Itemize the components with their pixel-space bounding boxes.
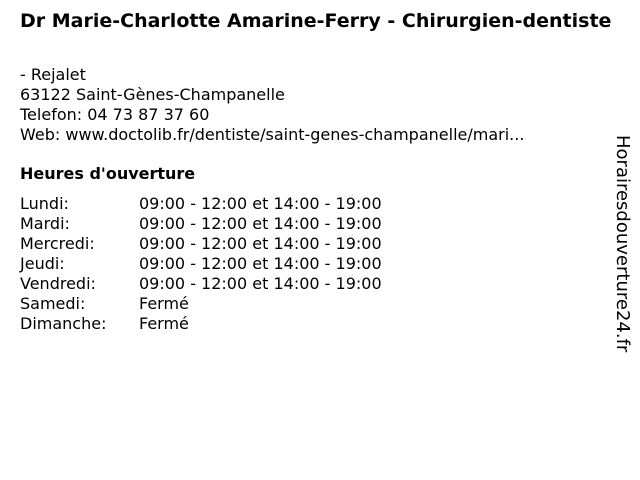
site-brand-vertical[interactable]: Horairesdouverture24.fr xyxy=(612,135,633,353)
day-label: Lundi: xyxy=(20,194,69,213)
phone-line[interactable]: Telefon: 04 73 87 37 60 xyxy=(20,105,210,124)
business-title: Dr Marie-Charlotte Amarine-Ferry - Chirurgien-dentiste xyxy=(20,10,612,32)
day-hours: Fermé xyxy=(139,294,189,313)
business-details xyxy=(20,65,600,145)
hours-row-jeudi xyxy=(20,254,382,274)
day-hours: Fermé xyxy=(139,314,189,333)
day-hours: 09:00 - 12:00 et 14:00 - 19:00 xyxy=(139,214,382,233)
day-hours: 09:00 - 12:00 et 14:00 - 19:00 xyxy=(139,254,382,273)
day-label: Mardi: xyxy=(20,214,70,233)
day-hours: 09:00 - 12:00 et 14:00 - 19:00 xyxy=(139,194,382,213)
hours-row-mardi xyxy=(20,214,382,234)
hours-row-lundi xyxy=(20,194,382,214)
hours-row-mercredi xyxy=(20,234,382,254)
city-line: 63122 Saint-Gènes-Champanelle xyxy=(20,85,285,104)
web-line[interactable]: Web: www.doctolib.fr/dentiste/saint-genes-champanelle/mari... xyxy=(20,125,525,144)
street-line: - Rejalet xyxy=(20,65,86,84)
hours-row-dimanche xyxy=(20,314,382,334)
day-label: Samedi: xyxy=(20,294,86,313)
day-label: Vendredi: xyxy=(20,274,96,293)
day-hours: 09:00 - 12:00 et 14:00 - 19:00 xyxy=(139,274,382,293)
hours-row-samedi xyxy=(20,294,382,314)
opening-hours-table xyxy=(20,194,382,334)
hours-heading: Heures d'ouverture xyxy=(20,164,196,183)
day-label: Mercredi: xyxy=(20,234,95,253)
day-hours: 09:00 - 12:00 et 14:00 - 19:00 xyxy=(139,234,382,253)
day-label: Dimanche: xyxy=(20,314,107,333)
day-label: Jeudi: xyxy=(20,254,65,273)
hours-row-vendredi xyxy=(20,274,382,294)
